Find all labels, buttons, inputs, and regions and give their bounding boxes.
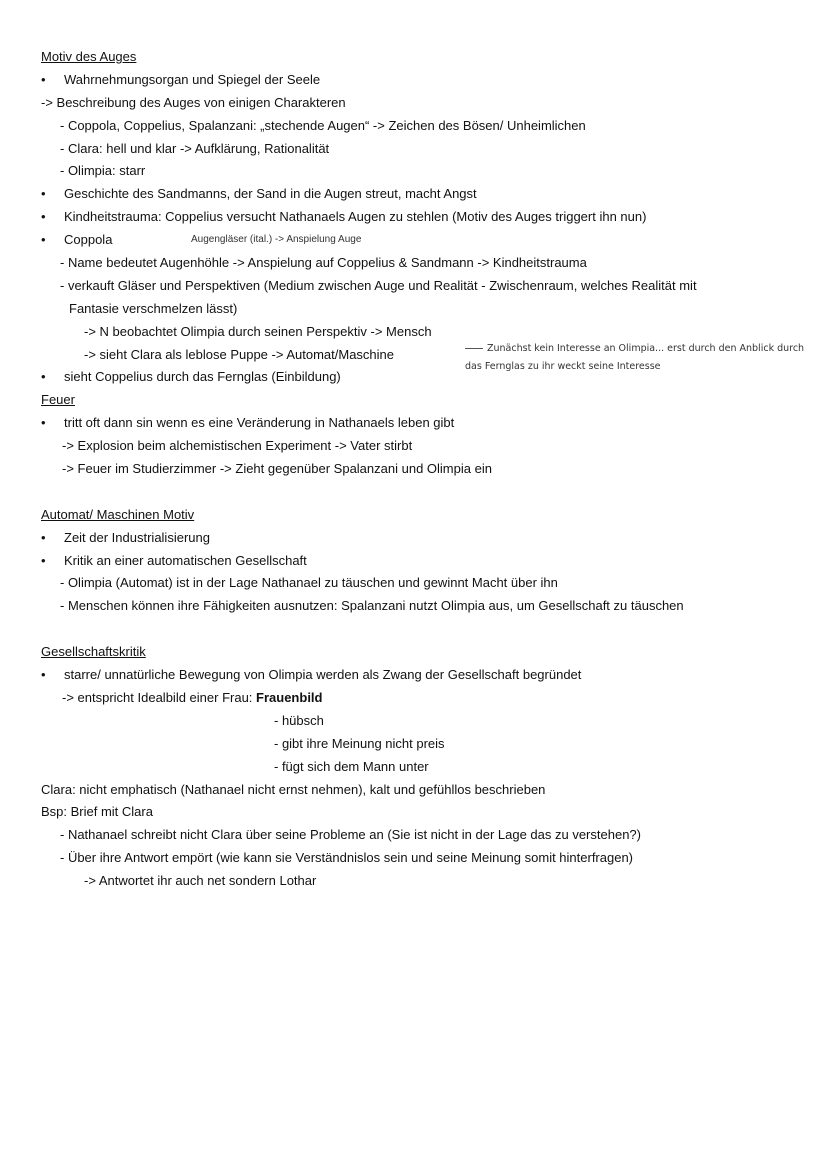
text-line: - verkauft Gläser und Perspektiven (Medium zwischen Auge und Realität - Zwischenraum, welches Realität mit xyxy=(60,277,697,293)
text-line: Clara: nicht emphatisch (Nathanael nicht ernst nehmen), kalt und gefühllos beschrieben xyxy=(41,781,546,797)
handwritten-note: Zunächst kein Interesse an Olimpia... erst durch den Anblick durch das Fernglas zu ihr weckt seine Interesse xyxy=(465,343,805,372)
connector-line xyxy=(465,348,483,349)
heading-gesellschaftskritik: Gesellschaftskritik xyxy=(41,644,146,660)
text-line: -> Beschreibung des Auges von einigen Charakteren xyxy=(41,94,346,110)
bullet-item: • tritt oft dann sin wenn es eine Veränderung in Nathanaels leben gibt xyxy=(41,415,455,431)
text-line: - Olimpia (Automat) ist in der Lage Nathanael zu täuschen und gewinnt Macht über ihn xyxy=(60,575,558,591)
text-line: - fügt sich dem Mann unter xyxy=(274,758,429,774)
text-line: -> Antwortet ihr auch net sondern Lothar xyxy=(84,873,317,889)
heading-automat: Automat/ Maschinen Motiv xyxy=(41,506,195,522)
blank-line xyxy=(41,481,801,504)
text-line: - Olimpia: starr xyxy=(60,163,146,179)
heading-motiv-auges: Motiv des Auges xyxy=(41,49,137,64)
text-line: -> Explosion beim alchemistischen Experiment -> Vater stirbt xyxy=(62,438,413,454)
text-line: -> entspricht Idealbild einer Frau: Frauenbild xyxy=(62,689,323,705)
text-line: -> Feuer im Studierzimmer -> Zieht gegenüber Spalanzani und Olimpia ein xyxy=(62,461,492,477)
bullet-item: • Kritik an einer automatischen Gesellschaft xyxy=(41,552,307,568)
annotation-text: Augengläser (ital.) -> Anspielung Auge xyxy=(191,234,362,246)
text-line: - Nathanael schreibt nicht Clara über seine Probleme an (Sie ist nicht in der Lage das zu verstehen?) xyxy=(60,827,641,843)
bullet-item: • sieht Coppelius durch das Fernglas (Einbildung) xyxy=(41,369,341,385)
text-line: - Name bedeutet Augenhöhle -> Anspielung auf Coppelius & Sandmann -> Kindheitstrauma xyxy=(60,255,587,271)
text-line: - Menschen können ihre Fähigkeiten ausnutzen: Spalanzani nutzt Olimpia aus, um Gesellschaft zu täuschen xyxy=(60,598,684,614)
text-line: -> sieht Clara als leblose Puppe -> Automat/Maschine xyxy=(84,346,395,362)
text-line: - Coppola, Coppelius, Spalanzani: „stechende Augen“ -> Zeichen des Bösen/ Unheimlichen xyxy=(60,117,586,133)
bullet-item: • starre/ unnatürliche Bewegung von Olimpia werden als Zwang der Gesellschaft begründet xyxy=(41,667,582,683)
bullet-item: • Zeit der Industrialisierung xyxy=(41,529,210,545)
text-line: Bsp: Brief mit Clara xyxy=(41,804,153,820)
blank-line xyxy=(41,618,801,641)
text-line: -> N beobachtet Olimpia durch seinen Perspektiv -> Mensch xyxy=(84,323,432,339)
text-line: - hübsch xyxy=(274,712,324,728)
bullet-item: • Wahrnehmungsorgan und Spiegel der Seele xyxy=(41,69,801,92)
text-line: Fantasie verschmelzen lässt) xyxy=(69,300,238,316)
text-line: - gibt ihre Meinung nicht preis xyxy=(274,735,445,751)
bullet-item: • Geschichte des Sandmanns, der Sand in die Augen streut, macht Angst xyxy=(41,186,477,202)
bullet-item: • Kindheitstrauma: Coppelius versucht Nathanaels Augen zu stehlen (Motiv des Auges triggert ihn nun) xyxy=(41,209,647,225)
bullet-item: • Coppola Augengläser (ital.) -> Anspielung Auge xyxy=(41,229,801,252)
text-line: - Über ihre Antwort empört (wie kann sie Verständnislos sein und seine Meinung somit hinterfragen) xyxy=(60,850,634,866)
text-line: - Clara: hell und klar -> Aufklärung, Rationalität xyxy=(60,140,330,156)
heading-feuer: Feuer xyxy=(41,392,75,408)
bullet: • xyxy=(41,71,46,87)
